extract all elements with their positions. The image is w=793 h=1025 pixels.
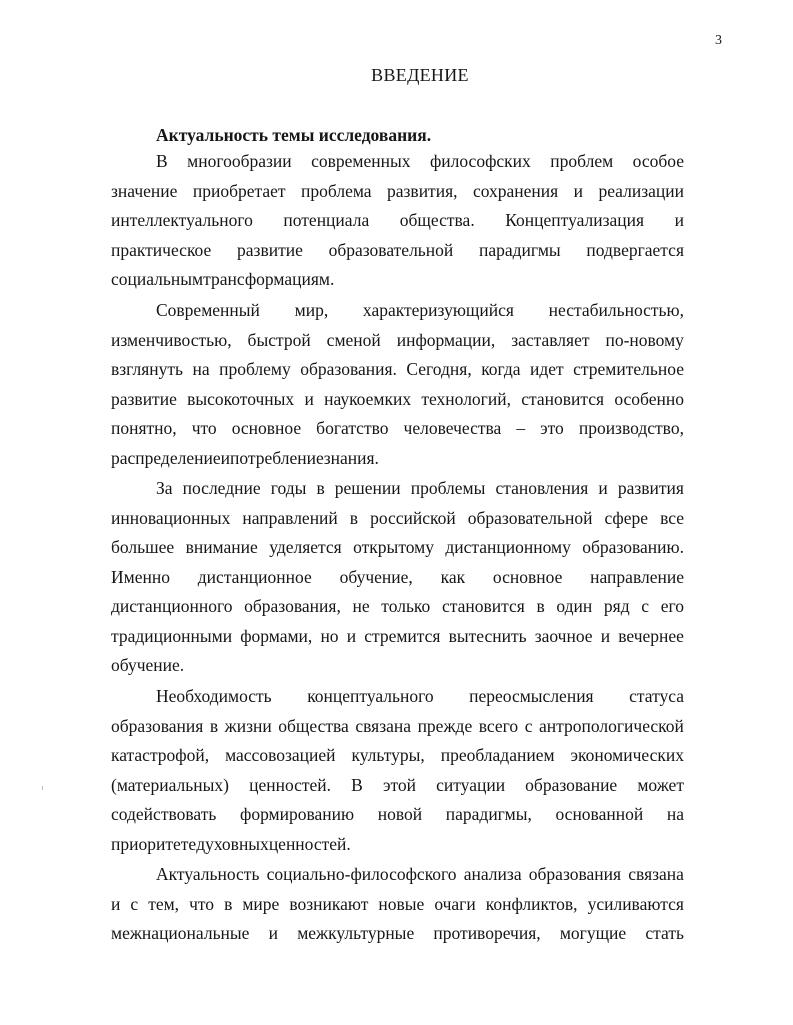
text-line: Необходимость концептуального переосмысления статуса [156,686,684,706]
text-line: (материальных) ценностей. В этой ситуации образование может [111,774,684,795]
text-line: понятно, что основное богатство человечества – это производство, [111,418,684,438]
text-line: интеллектуального потенциала общества. Концептуализация и [111,210,684,230]
text-line: распределениеипотреблениезнания. [111,447,379,468]
text-line: практическое развитие образовательной парадигмы подвергается [111,239,684,260]
text-line: содействовать формированию новой парадигмы, основанной на [111,804,684,824]
text-line: обучение. [111,655,185,675]
text-line: Современный мир, характеризующийся нестабильностью, [156,300,684,320]
text-line: большее внимание уделяется открытому дистанционному образованию. [111,537,684,557]
text-line: дистанционного образования, не только становится в один ряд с его [111,596,684,616]
scan-margin-mark [42,786,43,790]
text-line: и с тем, что в мире возникают новые очаги конфликтов, усиливаются [111,893,684,914]
text-line: приоритетедуховныхценностей. [111,833,351,854]
text-line: изменчивостью, быстрой сменой информации, заставляет по-новому [111,329,684,350]
text-line: социальнымтрансформациям. [111,269,335,289]
text-line: В многообразии современных философских проблем особое [156,151,684,171]
text-line: За последние годы в решении проблемы становления и развития [156,478,684,498]
text-line: Именно дистанционное обучение, как основное направление [111,566,684,587]
text-line: катастрофой, массовозацией культуры, преобладанием экономических [111,745,684,765]
text-line: развитие высокоточных и наукоемких технологий, становится особенно [111,388,684,409]
text-line: межнациональные и межкультурные противоречия, могущие стать [111,923,684,943]
page-number: 3 [715,33,722,48]
page-title: ВВЕДЕНИЕ [371,65,469,85]
section-heading: Актуальность темы исследования. [156,125,432,145]
text-line: значение приобретает проблема развития, сохранения и реализации [111,180,684,201]
text-line: инновационных направлений в российской образовательной сфере все [111,507,684,528]
text-line: образования в жизни общества связана прежде всего с антропологической [111,715,684,736]
text-line: традиционными формами, но и стремится вытеснить заочное и вечернее [111,625,684,646]
text-line: взглянуть на проблему образования. Сегодня, когда идет стремительное [111,359,684,379]
text-line: Актуальность социально-философского анализа образования связана [156,864,684,884]
